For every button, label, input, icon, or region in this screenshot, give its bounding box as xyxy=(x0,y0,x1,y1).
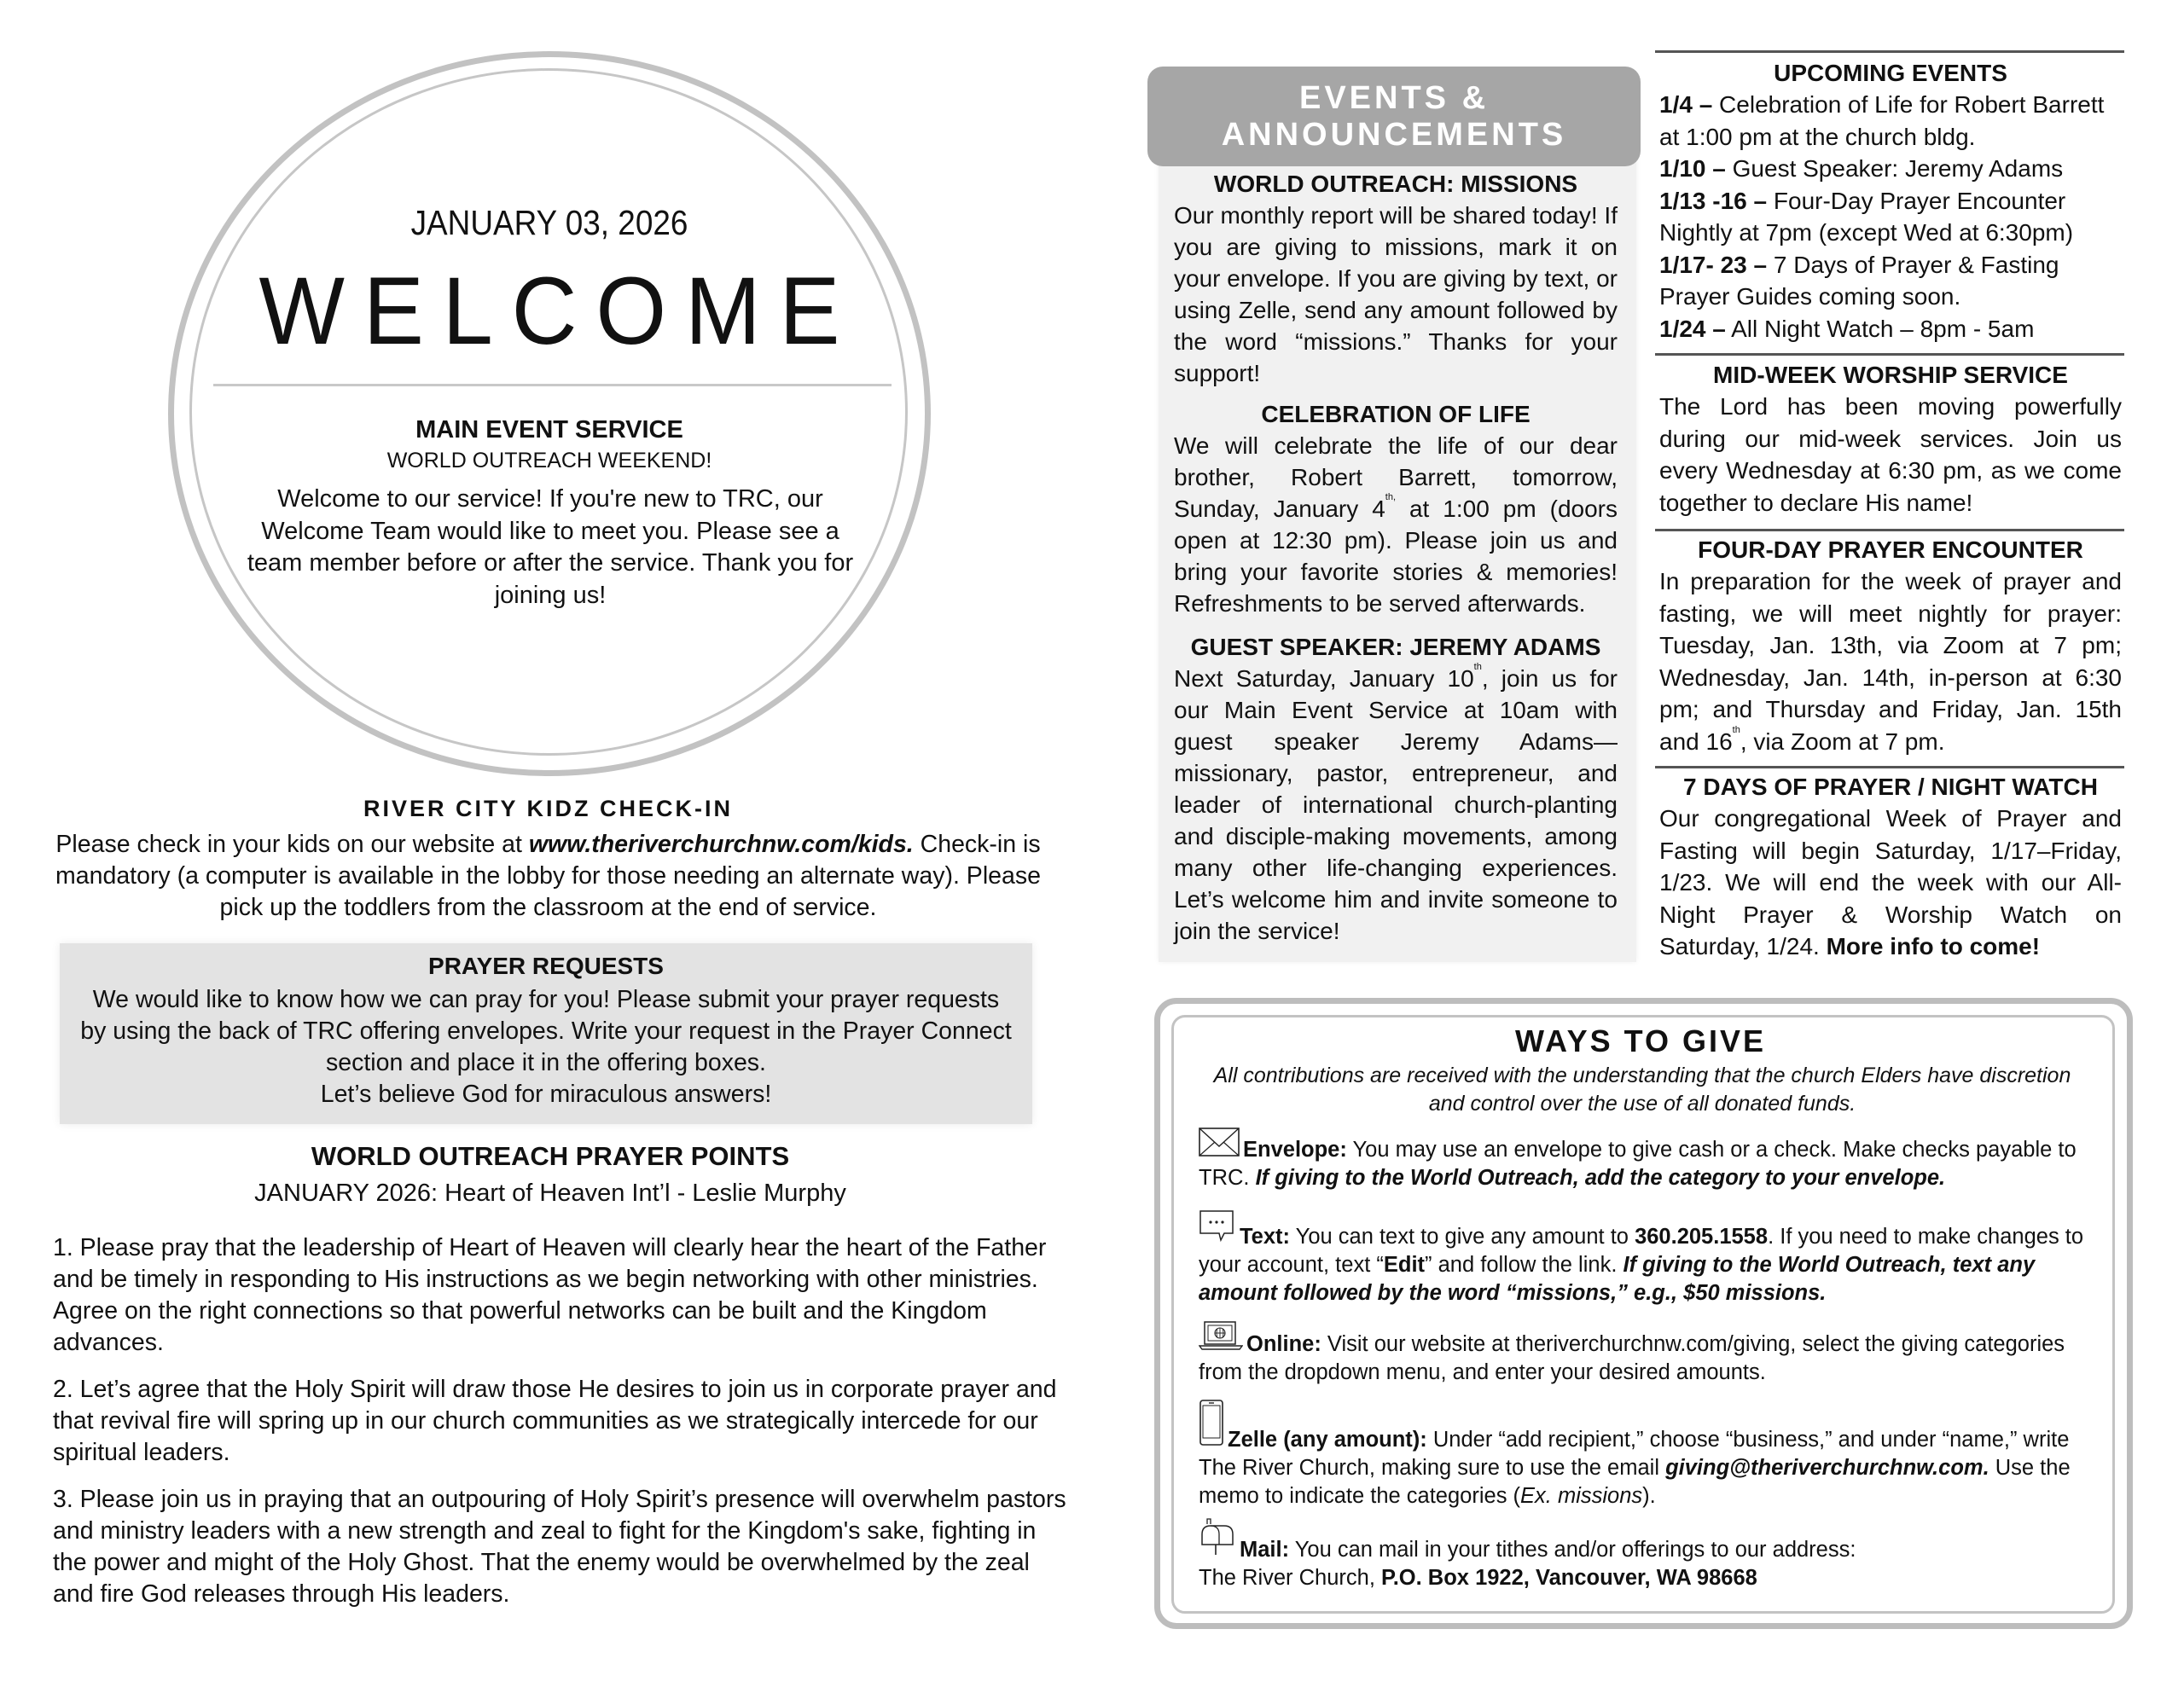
welcome-title: WELCOME xyxy=(258,258,859,364)
event-date: 1/24 – xyxy=(1659,315,1726,342)
mailbox-icon xyxy=(1199,1516,1236,1564)
phone-icon xyxy=(1199,1399,1224,1454)
event-date: 1/10 – xyxy=(1659,155,1726,182)
announcement-body xyxy=(1174,430,1618,619)
text-emphasis: More info to come! xyxy=(1826,933,2041,959)
main-event-service-title: MAIN EVENT SERVICE xyxy=(415,416,683,443)
prayer-point: 1. Please pray that the leadership of Heart of Heaven will clearly hear the heart of the Father and be timely in responding to His instructions as we begin networking with other ministries. Agree on the right connections so that powerful networks can be built and the Kingdom advances. xyxy=(53,1234,1047,1356)
events-header xyxy=(1147,67,1641,166)
section-divider xyxy=(1655,529,2124,531)
text-segment: , via Zoom at 7 pm. xyxy=(1740,728,1945,755)
welcome-circle-inner-ring xyxy=(189,68,908,756)
event-date: 1/13 -16 – xyxy=(1659,187,1768,214)
laptop-globe-icon xyxy=(1199,1320,1243,1359)
prayer-point: 3. Please join us in praying that an outpouring of Holy Spirit’s presence will overwhelm pastors and ministry leaders with a new strength and zeal to fight for the Kingdom's sake, fighting in the power and might of the Holy Ghost. That the enemy would be overwhelmed by the zeal and fire God releases through His leaders. xyxy=(53,1486,1066,1608)
give-email[interactable]: giving@theriverchurchnw.com. xyxy=(1665,1456,1989,1480)
announcement-title: GUEST SPEAKER: JEREMY ADAMS xyxy=(1190,634,1601,660)
midweek-title: MID-WEEK WORSHIP SERVICE xyxy=(1713,362,2068,388)
seven-days-body xyxy=(1659,803,2122,963)
upcoming-events xyxy=(1659,58,2122,345)
announcement-body: Our monthly report will be shared today! If you are giving to missions, mark it on your envelope. If you are giving by text, or using Zelle, send any amount followed by the word “missions.” Thanks for your support! xyxy=(1174,202,1618,386)
event-text: Celebration of Life for Robert Barrett at 1:00 pm at the church bldg. xyxy=(1659,91,2105,150)
announcement-title: WORLD OUTREACH: MISSIONS xyxy=(1213,171,1578,197)
prayer-requests-title: PRAYER REQUESTS xyxy=(428,953,664,979)
give-body: ). xyxy=(1642,1484,1656,1508)
text-segment: at 1:00 pm (doors open at 12:30 pm). Please join us and bring your favorite stories & memories! Refreshments to be served afterwards. xyxy=(1174,496,1618,617)
event-date: 1/17- 23 – xyxy=(1659,251,1768,278)
kids-body-post: Check-in is mandatory (a computer is available in the lobby for those needing an alternate way). Please pick up the toddlers from the classroom at the end of service. xyxy=(55,831,1041,921)
give-label: Text: xyxy=(1240,1225,1291,1249)
announcement-body xyxy=(1174,663,1618,947)
give-label: Envelope: xyxy=(1243,1138,1347,1162)
give-option-text xyxy=(1199,1209,2103,1307)
ordinal-suffix: th, xyxy=(1385,492,1397,502)
mail-address: P.O. Box 1922, Vancouver, WA 98668 xyxy=(1381,1566,1757,1590)
seven-days-prayer xyxy=(1659,772,2122,963)
prayer-requests-closing: Let’s believe God for miraculous answers! xyxy=(320,1081,772,1108)
give-phone-number[interactable]: 360.205.1558 xyxy=(1635,1225,1769,1249)
section-divider xyxy=(1655,766,2124,768)
announcement-title: CELEBRATION OF LIFE xyxy=(1261,401,1531,427)
event-text: Four-Day Prayer Encounter Nightly at 7pm (except Wed at 6:30pm) xyxy=(1659,187,2074,246)
announcement-celebration xyxy=(1174,399,1618,619)
ordinal-suffix: th xyxy=(1473,662,1482,672)
give-emphasis: If giving to the World Outreach, add the category to your envelope. xyxy=(1255,1166,1946,1190)
world-outreach-subtitle: JANUARY 2026: Heart of Heaven Int’l - Leslie Murphy xyxy=(254,1180,846,1207)
ordinal-suffix: th xyxy=(1732,724,1740,735)
text-segment: Our congregational Week of Prayer and Fasting will begin Saturday, 1/17–Friday, 1/23. We will end the week with our All-Night Prayer & Worship Watch on Saturday, 1/24. xyxy=(1659,805,2122,959)
mail-address-name: The River Church, xyxy=(1199,1566,1381,1590)
section-divider xyxy=(1655,50,2124,53)
four-day-title: FOUR-DAY PRAYER ENCOUNTER xyxy=(1698,536,2083,563)
midweek-body: The Lord has been moving powerfully during our mid-week services. Join us every Wednesday at 6:30 pm, as we come together to declare His name! xyxy=(1659,393,2122,516)
give-label: Online: xyxy=(1246,1332,1321,1356)
ways-to-give-note: All contributions are received with the understanding that the church Elders have discretion and control over the use of all donated funds. xyxy=(1213,1064,2071,1116)
seven-days-title: 7 DAYS OF PRAYER / NIGHT WATCH xyxy=(1683,774,2098,800)
text-segment: , join us for our Main Event Service at 10am with guest speaker Jeremy Adams—missionary, pastor, entrepreneur, and leader of international church-planting and disciple-making movements, among many other life-changing experiences. Let’s welcome him and invite someone to join the service! xyxy=(1174,665,1618,944)
bulletin-date: JANUARY 03, 2026 xyxy=(410,203,688,242)
text-segment: We will celebrate the life of our dear brother, Robert Barrett, tomorrow, Sunday, January 4 xyxy=(1174,432,1618,522)
prayer-point: 2. Let’s agree that the Holy Spirit will draw those He desires to join us in corporate prayer and that revival fire will spring up in our church communities as we strategically intercede for our spiritual leaders. xyxy=(53,1376,1057,1466)
announcement-missions xyxy=(1174,169,1618,389)
give-body: . If you need to make changes to your account, text “ xyxy=(1199,1225,2084,1277)
event-date: 1/4 – xyxy=(1659,91,1713,118)
circle-divider xyxy=(213,384,892,386)
announcement-guest-speaker xyxy=(1174,632,1618,947)
prayer-points-list xyxy=(53,1232,1068,1626)
give-option-envelope xyxy=(1199,1128,2103,1192)
four-day-body xyxy=(1659,565,2122,757)
give-option-mail xyxy=(1199,1516,2103,1592)
events-header-line1: EVENTS & xyxy=(1298,79,1490,116)
upcoming-event-item xyxy=(1659,185,2122,249)
give-body: ” and follow the link. xyxy=(1425,1253,1623,1277)
give-option-online xyxy=(1199,1320,2103,1387)
upcoming-event-item xyxy=(1659,89,2122,153)
chat-bubble-icon xyxy=(1199,1209,1236,1251)
event-text: Guest Speaker: Jeremy Adams xyxy=(1725,155,2064,182)
text-segment: In preparation for the week of prayer and fasting, we will meet nightly for prayer: Tuesday, Jan. 13th, via Zoom at 7 pm; Wednesday, Jan. 14th, in-person at 6:30 pm; and Thursday and Friday, Jan. 15th and 16 xyxy=(1659,568,2122,755)
give-example: Ex. missions xyxy=(1520,1484,1643,1508)
give-body: You can text to give any amount to xyxy=(1290,1225,1635,1249)
kids-checkin-body xyxy=(51,829,1045,924)
event-text: 7 Days of Prayer & Fasting Prayer Guides coming soon. xyxy=(1659,251,2059,310)
upcoming-event-item xyxy=(1659,249,2122,313)
kids-body-pre: Please check in your kids on our website at xyxy=(55,831,529,858)
section-divider xyxy=(1655,353,2124,356)
prayer-requests-body xyxy=(77,984,1015,1110)
give-body: You may use an envelope to give cash or a check. Make checks payable to TRC. xyxy=(1199,1138,2077,1190)
give-label: Mail: xyxy=(1240,1538,1290,1562)
ways-to-give-title: WAYS TO GIVE xyxy=(1514,1023,1767,1058)
world-outreach-title: WORLD OUTREACH PRAYER POINTS xyxy=(311,1141,790,1171)
main-event-service-subtitle: WORLD OUTREACH WEEKEND! xyxy=(386,449,712,472)
give-option-zelle xyxy=(1199,1399,2103,1510)
give-keyword: Edit xyxy=(1383,1253,1426,1277)
kids-checkin-title: RIVER CITY KIDZ CHECK-IN xyxy=(363,796,734,821)
events-header-line2: ANNOUNCEMENTS xyxy=(1221,116,1567,153)
give-label: Zelle (any amount): xyxy=(1228,1428,1427,1452)
text-segment: Next Saturday, January 10 xyxy=(1174,665,1474,692)
midweek-worship xyxy=(1659,360,2122,519)
prayer-requests-text: We would like to know how we can pray for you! Please submit your prayer requests by using the back of TRC offering envelopes. Write your request in the Prayer Connect section and place it in the offering boxes. xyxy=(80,986,1012,1076)
give-body: Visit our website at theriverchurchnw.com/giving, select the giving categories from the dropdown menu, and enter your desired amounts. xyxy=(1199,1332,2065,1384)
four-day-prayer xyxy=(1659,535,2122,757)
welcome-message: Welcome to our service! If you're new to TRC, our Welcome Team would like to meet you. Please see a team member before or after the service. Thank you for joining us! xyxy=(247,485,854,609)
give-body: You can mail in your tithes and/or offerings to our address: xyxy=(1289,1538,1856,1562)
kids-checkin-link[interactable]: www.theriverchurchnw.com/kids. xyxy=(528,831,914,858)
upcoming-events-title: UPCOMING EVENTS xyxy=(1774,60,2007,86)
upcoming-event-item xyxy=(1659,313,2122,345)
envelope-icon xyxy=(1199,1128,1240,1164)
give-body: Under “add recipient,” choose “business,” and under “name,” write The River Church, making sure to use the email xyxy=(1199,1428,2070,1480)
give-body: Use the memo to indicate the categories ( xyxy=(1199,1456,2071,1508)
event-text: All Night Watch – 8pm - 5am xyxy=(1725,315,2035,342)
give-emphasis: If giving to the World Outreach, text any amount followed by the word “missions,” e.g., $50 missions. xyxy=(1199,1253,2036,1305)
upcoming-event-item xyxy=(1659,153,2122,185)
